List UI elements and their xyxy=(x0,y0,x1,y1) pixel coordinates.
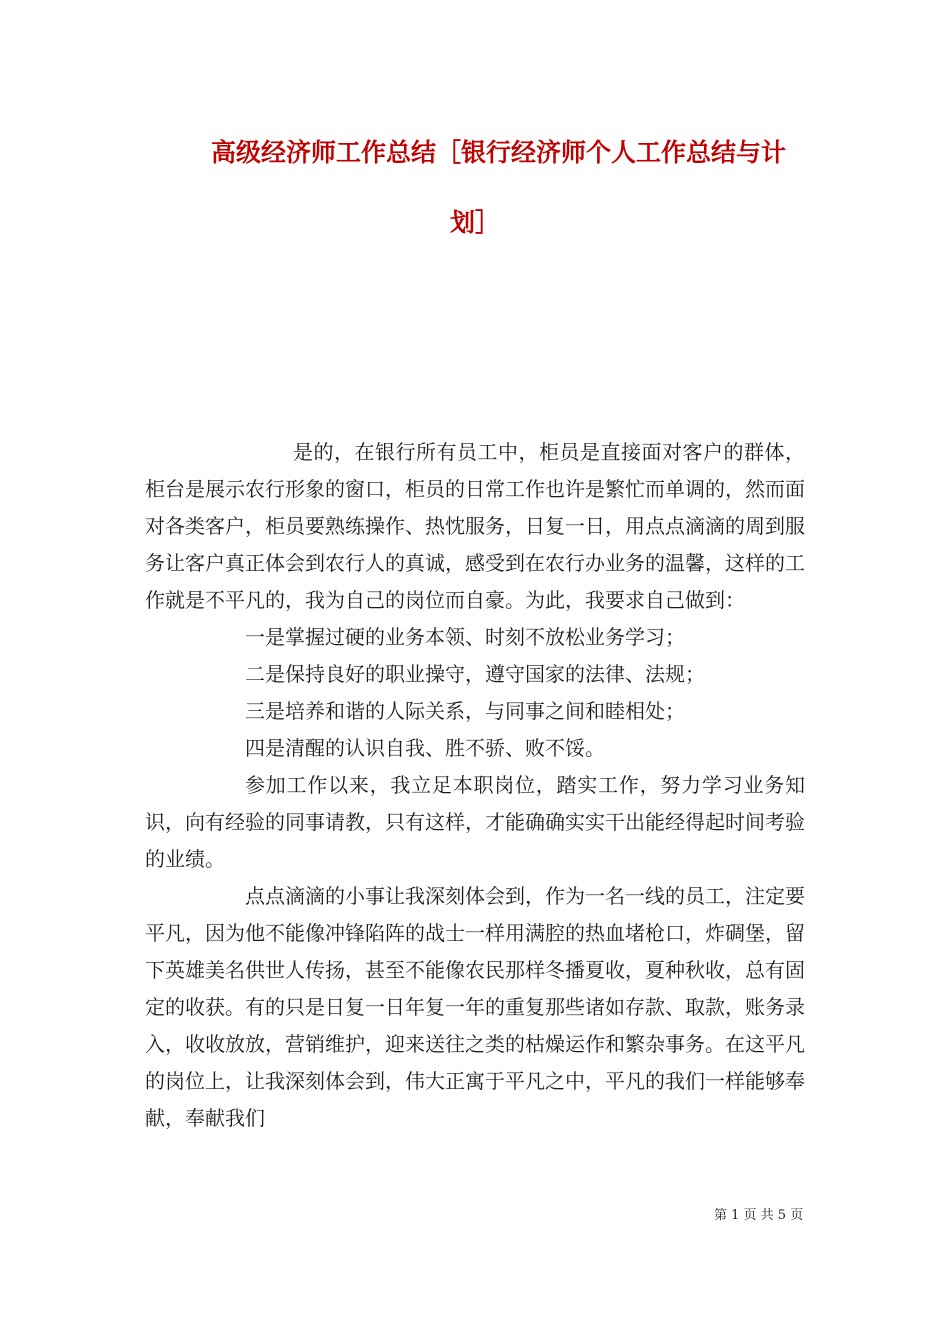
document-body xyxy=(145,434,805,1137)
document-title-line1: 高级经济师工作总结［银行经济师个人工作总结与计 xyxy=(211,138,787,167)
list-item: 一是掌握过硬的业务本领、时刻不放松业务学习； xyxy=(245,625,685,649)
list-item: 二是保持良好的职业操守，遵守国家的法律、法规； xyxy=(245,662,705,686)
paragraph-intro: 是的，在银行所有员工中，柜员是直接面对客户的群体，柜台是展示农行形象的窗口，柜员的日常工作也许是繁忙而单调的，然而面对各类客户，柜员要熟练操作、热忱服务，日复一日，用点点滴滴的周到服务让客户真正体会到农行人的真诚，感受到在农行办业务的温馨，这样的工作就是不平凡的，我为自己的岗位而自豪。为此，我要求自己做到： xyxy=(145,440,805,612)
paragraph-work: 参加工作以来，我立足本职岗位，踏实工作，努力学习业务知识，向有经验的同事请教，只有这样，才能确确实实干出能经得起时间考验的业绩。 xyxy=(145,773,805,871)
page-number: 第 1 页 共 5 页 xyxy=(714,1208,804,1223)
list-item: 三是培养和谐的人际关系，与同事之间和睦相处； xyxy=(245,699,685,723)
list-item: 四是清醒的认识自我、胜不骄、败不馁。 xyxy=(245,736,605,760)
paragraph-small-things: 点点滴滴的小事让我深刻体会到，作为一名一线的员工，注定要平凡，因为他不能像冲锋陷阵的战士一样用满腔的热血堵枪口，炸碉堡，留下英雄美名供世人传扬，甚至不能像农民那样冬播夏收，夏种秋收，总有固定的收获。有的只是日复一日年复一年的重复那些诸如存款、取款，账务录入，收收放放，营销维护，迎来送往之类的枯燥运作和繁杂事务。在这平凡的岗位上，让我深刻体会到，伟大正寓于平凡之中，平凡的我们一样能够奉献，奉献我们 xyxy=(145,884,805,1130)
document-title-line2: 划］ xyxy=(449,208,500,237)
